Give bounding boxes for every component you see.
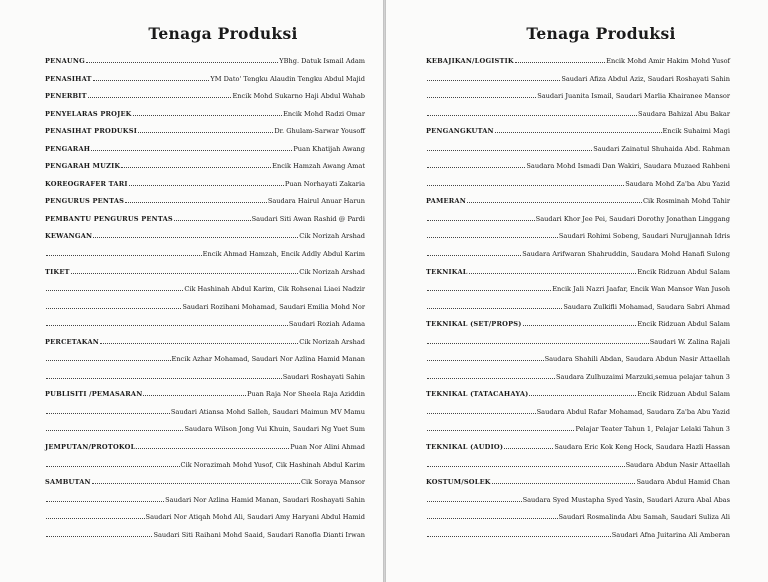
person-names: Encik Ridzuan Abdul Salam xyxy=(637,320,730,329)
dot-leader xyxy=(427,531,611,537)
credit-line xyxy=(45,145,365,153)
credit-line xyxy=(45,531,365,539)
credit-line xyxy=(426,425,730,433)
person-names: Saudari Nor Azlina Hamid Manan, Saudari Roshayati Sahin xyxy=(165,495,365,504)
credit-line xyxy=(45,513,365,521)
credit-line xyxy=(45,92,365,100)
person-names: Cik Hashinah Abdul Karim, Cik Rohsenai Liaei Nadzir xyxy=(184,285,365,294)
page-title: Tenaga Produksi xyxy=(148,24,298,43)
dot-leader xyxy=(427,461,625,467)
dot-leader xyxy=(427,145,592,151)
credit-line xyxy=(426,180,730,188)
dot-leader xyxy=(125,197,267,203)
person-names: Saudara Abdul Hamid Chan xyxy=(636,478,730,487)
dot-leader xyxy=(427,338,649,344)
dot-leader xyxy=(427,285,551,291)
credit-line xyxy=(426,110,730,118)
credit-line xyxy=(426,496,730,504)
credit-line xyxy=(426,390,730,398)
credit-line xyxy=(426,320,730,328)
person-names: Saudara Abdul Rafar Mohamad, Saudara Za'ba Abu Yazid xyxy=(536,407,730,416)
dot-leader xyxy=(86,57,278,63)
dot-leader xyxy=(427,355,544,361)
credit-line xyxy=(426,285,730,293)
credit-line xyxy=(45,110,365,118)
role-label: PENAUNG xyxy=(45,57,85,65)
dot-leader xyxy=(427,110,637,116)
role-label: KEWANGAN xyxy=(45,232,93,241)
dot-leader xyxy=(46,496,164,502)
person-names: Saudara Mohd Ismadi Dan Wakiri, Saudara Muzaed Rahbeni xyxy=(526,162,730,171)
person-names: Saudara Shahili Abdan, Saudara Abdun Nasir Attaellah xyxy=(544,355,730,364)
person-names: Saudari Afna Juitarina Ali Amberan xyxy=(611,530,730,539)
dot-leader xyxy=(427,215,535,221)
credit-line xyxy=(426,268,730,276)
credit-line xyxy=(45,162,365,170)
role-label: PUBLISITI /PEMASARAN xyxy=(45,390,143,399)
person-names: Cik Norizah Arshad xyxy=(299,337,365,346)
credit-line xyxy=(45,320,365,328)
person-names: Saudari Khor Jee Pei, Saudari Dorothy Jonathan Linggang xyxy=(535,214,730,223)
credit-line xyxy=(45,443,365,451)
person-names: Saudari Siti Raihani Mohd Saaid, Saudari Ranofla Dianti Irwan xyxy=(153,530,365,539)
person-names: Pelajar Teater Tahun 1, Pelajar Lelaki Tahun 3 xyxy=(575,425,730,434)
credit-line xyxy=(45,180,365,188)
dot-leader xyxy=(91,145,292,151)
credit-line xyxy=(426,197,730,205)
role-label: TEKNIKAL (AUDIO) xyxy=(426,443,504,452)
person-names: Cik Norizah Arshad xyxy=(299,232,365,241)
dot-leader xyxy=(427,92,536,98)
credit-line xyxy=(45,232,365,240)
person-names: Puan Norhayati Zakaria xyxy=(284,179,365,188)
person-names: Dr. Ghulam-Sarwar Yousoff xyxy=(274,127,365,136)
person-names: Puan Raja Nor Sheela Raja Aziddin xyxy=(246,390,365,399)
dot-leader xyxy=(46,250,202,256)
person-names: Saudara Zulhuzaimi Marzuki,semua pelajar tahun 3 xyxy=(556,372,730,381)
dot-leader xyxy=(46,285,183,291)
dot-leader xyxy=(523,320,637,326)
credit-line xyxy=(45,197,365,205)
person-names: YBhg. Datuk Ismail Adam xyxy=(279,57,365,65)
person-names: Saudari Atiansa Mohd Salleh, Saudari Maimun MV Mamu xyxy=(170,407,365,416)
role-label: KOSTUM/SOLEK xyxy=(426,478,491,487)
credit-line xyxy=(45,355,365,363)
person-names: Encik Ahmad Hamzah, Encik Addly Abdul Karim xyxy=(202,250,365,259)
credit-line xyxy=(45,338,365,346)
dot-leader xyxy=(427,425,574,431)
role-label: PENASIHAT PRODUKSI xyxy=(45,127,137,136)
person-names: Encik Suhaimi Magi xyxy=(662,127,730,136)
role-label: PENGANGKUTAN xyxy=(426,127,494,136)
person-names: Puan Khatijah Awang xyxy=(293,144,365,153)
person-names: Saudara Mohd Za'ba Abu Yazid xyxy=(625,179,730,188)
dot-leader xyxy=(46,408,170,414)
person-names: Cik Norizah Arshad xyxy=(299,267,365,276)
credit-line xyxy=(45,285,365,293)
dot-leader xyxy=(92,478,300,484)
dot-leader xyxy=(467,197,642,203)
dot-leader xyxy=(93,232,298,238)
credit-line xyxy=(45,373,365,381)
person-names: Saudari Rosmalinda Abu Samah, Saudari Suliza Ali xyxy=(558,513,730,522)
credit-line xyxy=(426,57,730,65)
credit-line xyxy=(45,461,365,469)
person-names: Saudari W. Zalina Rajali xyxy=(649,337,730,346)
person-names: Encik Ridzuan Abdul Salam xyxy=(637,267,730,276)
dot-leader xyxy=(143,390,246,396)
credit-line xyxy=(426,215,730,223)
dot-leader xyxy=(504,443,553,449)
credit-line xyxy=(426,75,730,83)
credit-line xyxy=(45,215,365,223)
credit-line xyxy=(426,513,730,521)
credit-line xyxy=(426,373,730,381)
person-names: Saudari Nor Atiqah Mohd Ali, Saudari Amy Haryani Abdul Hamid xyxy=(145,513,365,522)
person-names: Puan Nor Alini Ahmad xyxy=(290,443,365,452)
dot-leader xyxy=(46,425,183,431)
dot-leader xyxy=(133,110,282,116)
person-names: Saudara Hairul Anuar Harun xyxy=(267,197,365,206)
credit-line xyxy=(426,461,730,469)
dot-leader xyxy=(46,531,152,537)
dot-leader xyxy=(427,303,562,309)
role-label: JEMPUTAN/PROTOKOL xyxy=(45,443,136,452)
role-label: PAMERAN xyxy=(426,197,466,206)
credit-line xyxy=(45,303,365,311)
dot-leader xyxy=(427,250,521,256)
dot-leader xyxy=(100,338,298,344)
dot-leader xyxy=(136,443,289,449)
role-label: PEMBANTU PENGURUS PENTAS xyxy=(45,214,173,223)
person-names: Saudara Wilson Jong Vui Khuin, Saudari Ng Yuet Sum xyxy=(184,425,365,434)
role-label: SAMBUTAN xyxy=(45,478,91,487)
credit-line xyxy=(426,145,730,153)
person-names: Encik Ridzuan Abdul Salam xyxy=(637,390,730,399)
dot-leader xyxy=(93,75,210,81)
person-names: Encik Hamzah Awang Amat xyxy=(272,162,365,171)
dot-leader xyxy=(529,390,636,396)
person-names: Saudari Afiza Abdul Aziz, Saudari Roshayati Sahin xyxy=(561,74,730,83)
credit-line xyxy=(45,250,365,258)
dot-leader xyxy=(427,75,560,81)
role-label: PENGARAH xyxy=(45,144,91,153)
credit-line xyxy=(45,478,365,486)
person-names: YM Dato' Tengku Alaudin Tengku Abdul Majid xyxy=(210,74,365,83)
dot-leader xyxy=(46,461,180,467)
dot-leader xyxy=(469,268,637,274)
dot-leader xyxy=(129,180,284,186)
dot-leader xyxy=(46,513,145,519)
credit-line xyxy=(426,232,730,240)
person-names: Saudara Syed Mustapha Syed Yasin, Saudari Azura Abal Abas xyxy=(522,495,730,504)
person-names: Saudari Zainatul Shuhaida Abd. Rahman xyxy=(593,144,730,153)
person-names: Saudara Bahizal Abu Bakar xyxy=(638,109,730,118)
credit-line xyxy=(426,408,730,416)
person-names: Encik Mohd Sukarno Haji Abdul Wahab xyxy=(232,92,365,101)
left-page xyxy=(0,0,383,582)
role-label: KOREOGRAFER TARI xyxy=(45,179,128,188)
dot-leader xyxy=(46,373,282,379)
person-names: Encik Mohd Amir Hakim Mohd Yusof xyxy=(606,57,730,65)
role-label: TEKNIKAL xyxy=(426,267,468,276)
dot-leader xyxy=(427,513,558,519)
page-title: Tenaga Produksi xyxy=(526,24,676,43)
person-names: Saudara Zulkifli Mohamad, Saudara Sabri Ahmad xyxy=(563,302,730,311)
person-names: Saudari Rozihani Mohamad, Saudari Emilia Mohd Nor xyxy=(182,302,365,311)
credit-line xyxy=(426,355,730,363)
credit-line xyxy=(426,162,730,170)
dot-leader xyxy=(46,355,171,361)
credit-line xyxy=(426,478,730,486)
credit-line xyxy=(426,443,730,451)
credits-list xyxy=(426,57,730,539)
dot-leader xyxy=(46,303,181,309)
person-names: Encik Jali Nazri Jaafar, Encik Wan Mansor Wan Jusoh xyxy=(552,285,730,294)
dot-leader xyxy=(174,215,251,221)
dot-leader xyxy=(495,127,662,133)
dot-leader xyxy=(427,408,536,414)
credit-line xyxy=(45,390,365,398)
person-names: Cik Soraya Mansor xyxy=(300,478,365,487)
dot-leader xyxy=(492,478,636,484)
credit-line xyxy=(426,338,730,346)
dot-leader xyxy=(88,92,232,98)
credit-line xyxy=(45,408,365,416)
role-label: PENERBIT xyxy=(45,92,87,101)
role-label: PERCETAKAN xyxy=(45,337,100,346)
person-names: Saudari Roziah Adama xyxy=(288,320,365,329)
person-names: Saudari Siti Awan Rashid @ Pardi xyxy=(251,214,365,223)
credit-line xyxy=(426,250,730,258)
credit-line xyxy=(45,425,365,433)
dot-leader xyxy=(121,162,271,168)
person-names: Encik Mohd Radzi Omar xyxy=(283,109,365,118)
role-label: PENASIHAT xyxy=(45,74,92,83)
credit-line xyxy=(45,268,365,276)
role-label: PENYELARAS PROJEK xyxy=(45,109,132,118)
dot-leader xyxy=(427,373,555,379)
person-names: Cik Norazimah Mohd Yusof, Cik Hashinah Abdul Karim xyxy=(180,460,365,469)
role-label: PENGARAH MUZIK xyxy=(45,162,121,171)
dot-leader xyxy=(138,127,273,133)
person-names: Saudari Juanita Ismail, Saudari Marlia Khairanee Mansor xyxy=(537,92,730,101)
role-label: TIKET xyxy=(45,267,70,276)
credit-line xyxy=(45,127,365,135)
dot-leader xyxy=(427,232,558,238)
credits-list xyxy=(45,57,365,539)
person-names: Saudara Eric Kok Keng Hock, Saudara Hazli Hassan xyxy=(554,443,730,452)
credit-line xyxy=(426,92,730,100)
person-names: Cik Rosminah Mohd Tahir xyxy=(642,197,730,206)
person-names: Saudara Arifwaran Shahruddin, Saudara Mohd Hanafi Sulong xyxy=(522,250,730,259)
person-names: Encik Azhar Mohamad, Saudari Nor Azlina Hamid Manan xyxy=(171,355,365,364)
role-label: PENGURUS PENTAS xyxy=(45,197,125,206)
role-label: KEBAJIKAN/LOGISTIK xyxy=(426,57,514,65)
credit-line xyxy=(426,303,730,311)
dot-leader xyxy=(71,268,299,274)
dot-leader xyxy=(46,320,288,326)
credit-line xyxy=(45,496,365,504)
credit-line xyxy=(45,57,365,65)
dot-leader xyxy=(515,57,605,63)
credit-line xyxy=(426,127,730,135)
credit-line xyxy=(45,75,365,83)
role-label: TEKNIKAL (TATACAHAYA) xyxy=(426,390,529,399)
dot-leader xyxy=(427,162,525,168)
person-names: Saudari Rohimi Sobeng, Saudari Nurujjannah Idris xyxy=(558,232,730,241)
dot-leader xyxy=(427,496,522,502)
dot-leader xyxy=(427,180,624,186)
right-page xyxy=(386,0,768,582)
role-label: TEKNIKAL (SET/PROPS) xyxy=(426,320,522,329)
credit-line xyxy=(426,531,730,539)
person-names: Saudari Roshayati Sahin xyxy=(282,372,365,381)
person-names: Saudara Abdun Nasir Attaellah xyxy=(625,460,730,469)
